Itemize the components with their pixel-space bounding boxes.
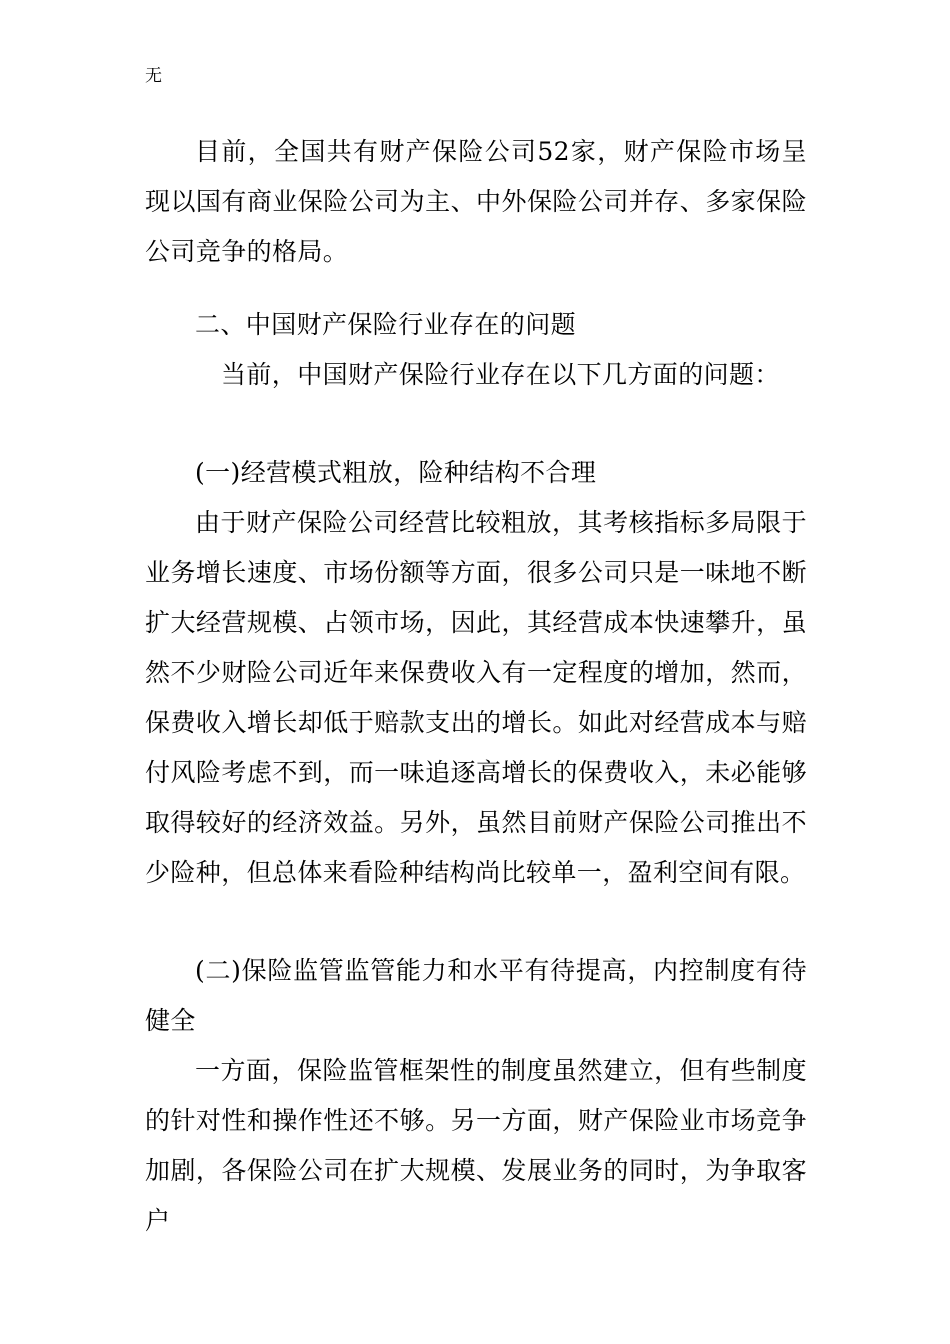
subsection-heading-supervision: (二)保险监管监管能力和水平有待提高，内控制度有待健全 bbox=[145, 956, 807, 1035]
paragraph-business-model: 由于财产保险公司经营比较粗放，其考核指标多局限于业务增长速度、市场份额等方面，很多公司只是一味地不断扩大经营规模、占领市场，因此，其经营成本快速攀升，虽然不少财险公司近年来保费收入有一定程度的增加，然而，保费收入增长却低于赔款支出的增长。如此对经营成本与赔付风险考虑不到，而一味追逐高增长的保费收入，未必能够取得较好的经济效益。另外，虽然目前财产保险公司推出不少险种，但总体来看险种结构尚比较单一，盈利空间有限。 bbox=[145, 508, 807, 887]
header-mark: 无 bbox=[145, 66, 162, 86]
subsection-heading-business-model: (一)经营模式粗放，险种结构不合理 bbox=[195, 458, 597, 487]
paragraph-supervision: 一方面，保险监管框架性的制度虽然建立，但有些制度的针对性和操作性还不够。另一方面，财产保险业市场竞争加剧，各保险公司在扩大规模、发展业务的同时，为争取客户 bbox=[145, 1056, 807, 1235]
paragraph-problems-intro: 当前，中国财产保险行业存在以下几方面的问题： bbox=[221, 360, 780, 389]
paragraph-market-overview: 目前，全国共有财产保险公司52家，财产保险市场呈现以国有商业保险公司为主、中外保险公司并存、多家保险公司竞争的格局。 bbox=[145, 137, 807, 266]
section-heading-problems: 二、中国财产保险行业存在的问题 bbox=[195, 310, 577, 339]
